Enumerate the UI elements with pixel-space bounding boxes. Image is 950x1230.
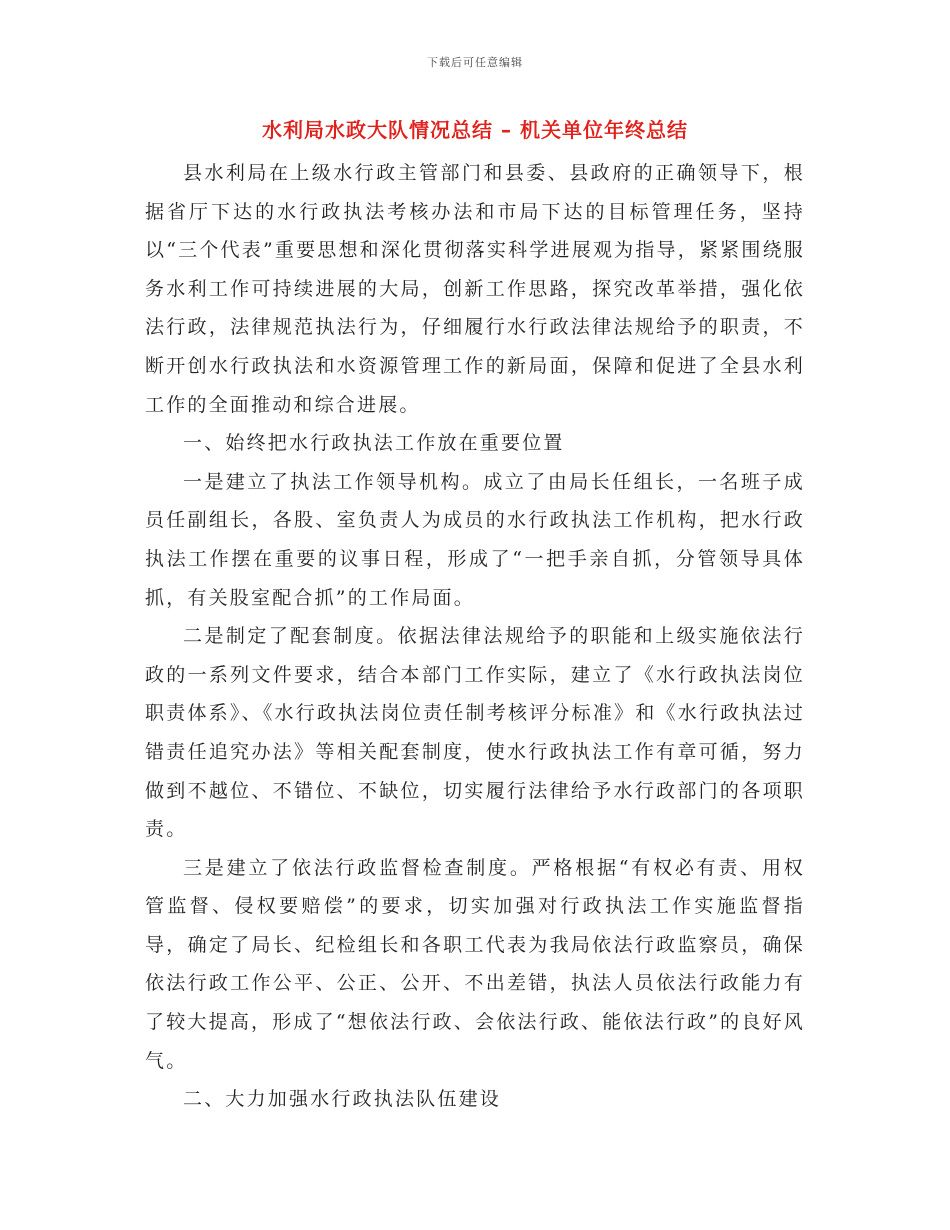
document-title: 水利局水政大队情况总结 – 机关单位年终总结 — [262, 118, 688, 142]
paragraph-systems: 二是制定了配套制度。依据法律法规给予的职能和上级实施依法行政的一系列文件要求，结合本部门工作实际，建立了《水行政执法岗位职责体系》、《水行政执法岗位责任制考核评分标准》和《水行政执法过错责任追究办法》等相关配套制度，使水行政执法工作有章可循，努力做到不越位、不错位、不缺位，切实履行法律给予水行政部门的各项职责。 — [145, 625, 805, 841]
document-body — [145, 154, 805, 1119]
paragraph-intro: 县水利局在上级水行政主管部门和县委、县政府的正确领导下，根据省厅下达的水行政执法考核办法和市局下达的目标管理任务，坚持以“三个代表”重要思想和深化贯彻落实科学进展观为指导，紧紧围绕服务水利工作可持续进展的大局，创新工作思路，探究改革举措，强化依法行政，法律规范执法行为，仔细履行水行政法律法规给予的职责，不断开创水行政执法和水资源管理工作的新局面，保障和促进了全县水利工作的全面推动和综合进展。 — [145, 162, 805, 416]
header-note: 下载后可任意编辑 — [427, 56, 523, 69]
section-heading-2: 二、大力加强水行政执法队伍建设 — [183, 1088, 502, 1111]
paragraph-leadership: 一是建立了执法工作领导机构。成立了由局长任组长，一名班子成员任副组长，各股、室负责人为成员的水行政执法工作机构，把水行政执法工作摆在重要的议事日程，形成了“一把手亲自抓，分管领导具体抓，有关股室配合抓”的工作局面。 — [145, 470, 805, 609]
paragraph-supervision: 三是建立了依法行政监督检查制度。严格根据“有权必有责、用权管监督、侵权要赔偿”的要求，切实加强对行政执法工作实施监督指导，确定了局长、纪检组长和各职工代表为我局依法行政监察员，确保依法行政工作公平、公正、公开、不出差错，执法人员依法行政能力有了较大提高，形成了“想依法行政、会依法行政、能依法行政”的良好风气。 — [145, 856, 805, 1072]
section-heading-1: 一、始终把水行政执法工作放在重要位置 — [183, 432, 565, 455]
